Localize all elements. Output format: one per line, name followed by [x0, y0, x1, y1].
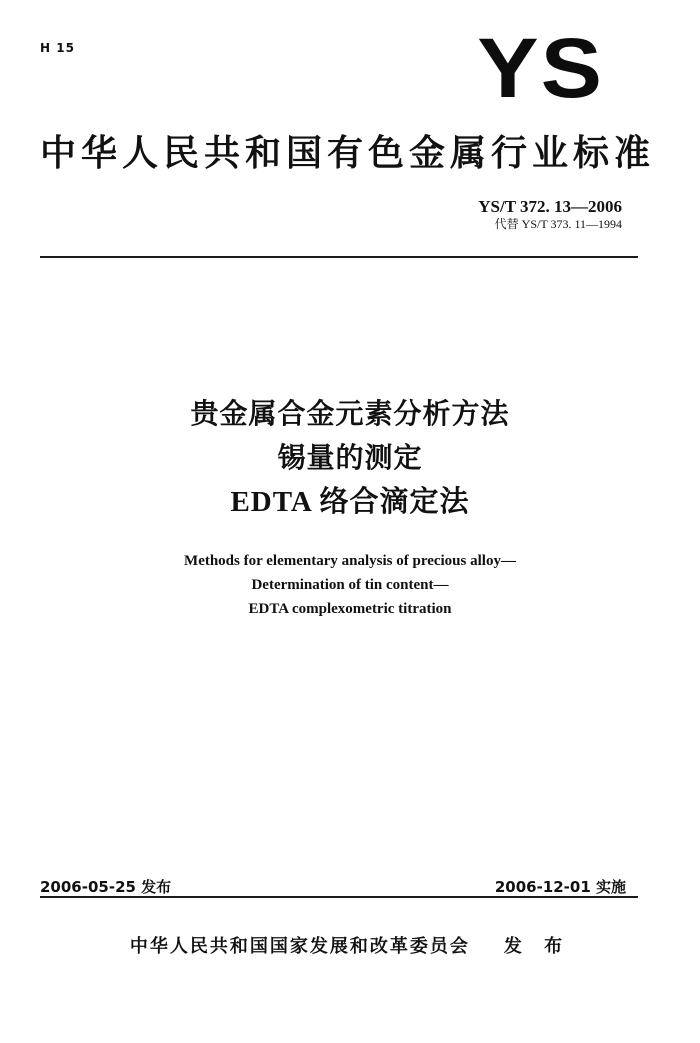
standard-number: YS/T 372. 13—2006: [478, 197, 622, 216]
implementation-date: 2006-12-01 实施: [494, 878, 626, 896]
issue-date: 2006-05-25 发布: [40, 878, 172, 896]
header-divider: [40, 256, 638, 258]
chinese-title-line-1: 贵金属合金元素分析方法: [190, 397, 510, 430]
ys-logo: YS: [477, 21, 604, 116]
footer-divider: [40, 896, 638, 898]
chinese-title: [0, 392, 700, 524]
issue-word: 发 布: [503, 936, 571, 957]
ics-code: H 15: [40, 41, 75, 55]
english-title-line-1: Methods for elementary analysis of precious alloy—: [184, 553, 516, 569]
chinese-title-line-2: 锡量的测定: [277, 441, 423, 474]
english-title-line-3: EDTA complexometric titration: [248, 601, 452, 617]
english-title-line-2: Determination of tin content—: [251, 577, 449, 593]
issuing-authority: [0, 932, 700, 958]
chinese-title-line-3: EDTA 络合滴定法: [230, 486, 470, 518]
replaces-standard: 代替 YS/T 373. 11—1994: [494, 217, 622, 231]
standard-category-title: 中华人民共和国有色金属行业标准: [40, 133, 656, 174]
english-title: [0, 549, 700, 621]
issuer-name: 中华人民共和国国家发展和改革委员会: [129, 936, 470, 957]
